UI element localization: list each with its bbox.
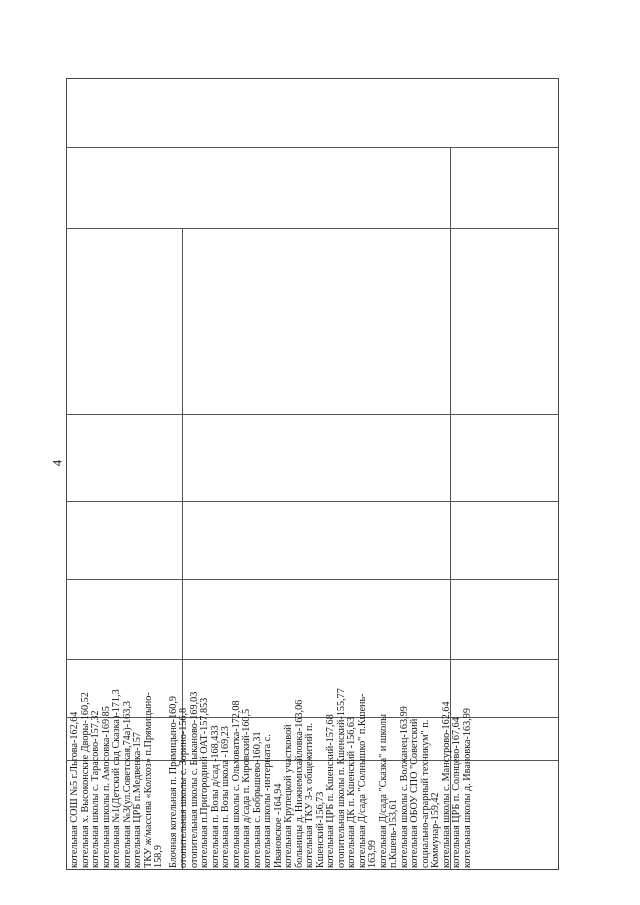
boiler-entry-line: котельная Д/сада "Сказка" и школы (377, 714, 389, 868)
row-divider (66, 147, 559, 148)
boiler-entry-line: котельная №3(ул.Советская,74а)-163,3 (121, 700, 133, 868)
boiler-list-cell (68, 150, 473, 868)
boiler-entry-line: Блочная котельная п. Прямицыно-160,9 (167, 696, 179, 868)
boiler-entry-line: котельная ТКУ 3-х общежитий п. (304, 722, 315, 868)
boiler-entry-line: Коммунар-159,42 (430, 792, 441, 868)
boiler-entry-line: котельная ОБОУ СПО "Советский (409, 718, 420, 868)
boiler-entry-line: котельная школы д. Ивановка-163,99 (461, 708, 473, 868)
boiler-entry-line: котельная ЦРБ п. Кшенский-157,68 (325, 714, 336, 868)
boiler-entry-line: котельная школы с. Мансурово-162,64 (440, 701, 452, 868)
boiler-entry-line: котельная х. Высоконские Дворы-160,52 (79, 692, 91, 868)
boiler-entry-line: котельная ЦРБ п.Медвенка-157 (132, 732, 143, 868)
boiler-entry-line: котельная ЦРБ п. Солнцево-167,64 (451, 717, 462, 868)
boiler-entry-line: отопительная школы с. Зорино-156,8 (178, 707, 189, 868)
boiler-entry-line: п.Кшень-153,61 (388, 799, 399, 868)
boiler-entry-line: котельная п. Возы школа -169,23 (220, 726, 231, 868)
boiler-entry-line: котельная Крупецкой участковой (283, 724, 294, 868)
boiler-entry-line: котельная школы с. Тарасово-157,32 (90, 710, 101, 868)
boiler-entry-line: отопительная школы с. Быканово-169,03 (188, 691, 200, 868)
boiler-entry-line: котельная №1(Детский сад Сказка)-171,3 (111, 689, 122, 868)
boiler-entry-line: Кшенский-156,73 (314, 791, 326, 868)
boiler-entry-line: котельная п. Возы д/сад -168,433 (209, 725, 221, 868)
boiler-entry-line: социально-аграрный техникум" п. (419, 719, 431, 868)
boiler-entry-line: котельная школы п. Амосовка-169,85 (100, 706, 112, 868)
boiler-entry-line: котельная СОШ №5 г.Льгова-162,64 (69, 711, 80, 868)
boiler-entry-line: котельная школы с. Ольховатка-172,08 (230, 700, 242, 868)
boiler-entry-line: котельная школы с. Волжанец-163,99 (398, 706, 410, 868)
boiler-entry-line: отопительная школы п. Кшенский-155,77 (335, 688, 347, 868)
rotated-text (70, 150, 473, 868)
boiler-entry-line: 158,9 (153, 845, 164, 868)
boiler-entry-line: ТКУ ж/массива «Колхоз» п.Прямицыно- (142, 692, 154, 868)
boiler-entry-line: Ивановское -164,94 (272, 783, 284, 868)
boiler-entry-line: котельная школы -интерната с. (262, 734, 273, 868)
boiler-entry-line: 163,99 (367, 839, 378, 868)
boiler-entry-line: котельная д/сада п. Кировский-160,5 (241, 708, 252, 868)
boiler-entry-line: котельная с. Бобрышево-160,31 (251, 731, 263, 868)
boiler-entry-line: котельная Д/сада "Солнышко" п.Кшень- (356, 693, 368, 868)
boiler-entry-line: котельная ДК п. Кшенский -156,63 (346, 716, 357, 868)
boiler-entry-line: больницы д. Нижнемихайловка-163,06 (293, 699, 305, 868)
boiler-entry-line: котельная п.Пригородний ОАТ-157,853 (199, 697, 210, 868)
page-number: 4 (49, 459, 65, 467)
